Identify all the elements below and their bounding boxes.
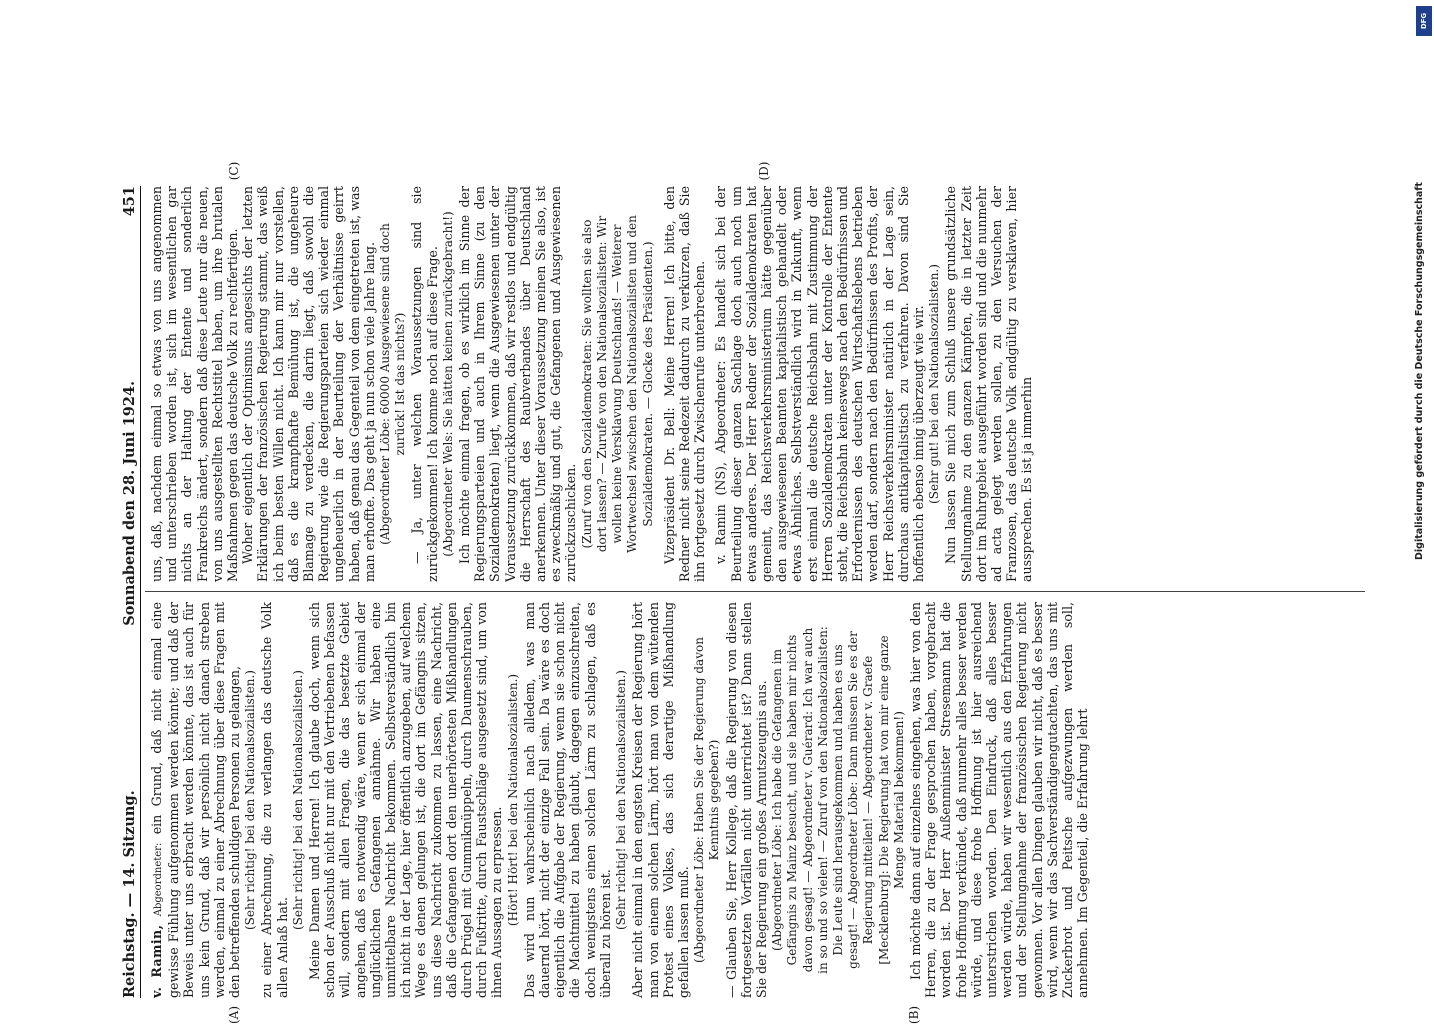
left-paragraph: Meine Damen und Herren! Ich glaube doch, wenn sich schon der Ausschuß nicht nur mit den Vertriebenen befassen will, sondern mit allen Fragen, die das besetzte Gebiet angehen, daß es notwendig wäre, wenn er sich einmal der unglücklichen Gefangenen annähme. Wir haben eine unmittelbare Nachricht bekommen. Selbstverständlich bin ich nicht in der Lage, hier öffentlich anzugeben, auf welchem Wege es denen gelungen ist, die dort im Gefängnis sitzen, uns diese Nachricht zukommen zu lassen, eine Nachricht, daß die Gefangenen dort den unerhörtesten Mißhandlungen durch Prügel mit Gummiknüppeln, durch Daumenschrauben, durch Fußtritte, durch Faustschläge ausgesetzt sind, um von ihnen Aussagen zu erpressen.: [307, 602, 505, 998]
right-paragraph: Ich möchte einmal fragen, ob es wirklich im Sinne der Regierungsparteien und auch in Ihrem Sinne (zu den Sozialdemokraten) liegt, wenn die Ausgewiesenen unter der Voraussetzung zurückkommen, daß wir restlos und endgültig die Herrschaft des Raubverbandes über Deutschland anerkennen. Unter dieser Voraussetzung meinen Sie also, ist es zweckmäßig und gut, die Gefangenen und Ausgewiesenen zurückzuschicken.: [457, 186, 579, 582]
right-paragraph: v. Ramin (NS), Abgeordneter: Es handelt sich bei der Beurteilung dieser ganzen Sachlage doch auch noch um etwas anderes. Der Herr Redner der Sozialdemokraten hat gemeint, das Reichsverkehrsministerium hätte gegenüber den ausgewiesenen Beamten kapitalistisch gehandelt oder etwas Ähnliches. Selbstverständlich wird in Zukunft, wenn erst einmal die deutsche Reichsbahn mit Zustimmung der Herren Sozialdemokraten unter der Kontrolle der Entente steht, die Reichsbahn keineswegs nach den Bedürfnissen und Erfordernissen des deutschen Wirtschaftslebens betrieben werden darf, sondern nach den Bedürfnissen des Profits, der Herr Reichsverkehrsminister natürlich in der Lage sein, durchaus antikapitalistisch zu verfahren. Davon sind Sie hoffentlich ebenso innig überzeugt wie wir.: [713, 186, 926, 582]
running-header: [117, 186, 141, 998]
interjection: (Sehr richtig! bei den Nationalsozialisten.): [243, 670, 258, 930]
rotated-page-body: [117, 161, 1377, 1025]
interjection: (Zuruf von den Sozialdemokraten: Sie wollten sie also dort lassen? — Zurufe von den Nationalsozialisten: Wir wollen keine Versklavung Deutschlands! — Weiterer Wortwechsel zwischen den Nationalsozialisten und den Sozialdemokraten. — Glocke des Präsidenten.): [579, 215, 655, 553]
header-date: Sonnabend den 28. Juni 1924.: [120, 380, 138, 626]
interjection: (Abgeordneter Wels: Sie hätten keinen zurückgebracht!): [440, 211, 455, 557]
header-left: Reichstag. — 14. Sitzung.: [120, 790, 138, 998]
dfg-logo: DFG: [1416, 6, 1432, 36]
speaker-role: Abgeordneter:: [153, 842, 164, 917]
right-paragraph: Woher eigentlich der Optimismus angesichts der letzten Erklärungen der französischen Regierung stammt, das weiß ich beim besten Willen nicht. Ich kann mir nur vorstellen, daß es die krampfhafte Bemühung ist, die ungeheure Blamage zu verdecken, die darin liegt, daß sowohl die Regierung wie die Regierungsparteien sich wieder einmal ungeheuerlich in der Beurteilung der Verhältnisse geirrt haben, daß genau das Gegenteil von dem eingetreten ist, was man erhoffte. Das geht ja nun schon viele Jahre lang.: [240, 186, 377, 582]
paragraph-text: ein Grund, daß nicht einmal eine gewisse Fühlung aufgenommen werden könnte; und daß der Beweis unter uns erbracht werden könnte, das ist auch für uns kein Grund, daß wir persönlich nicht danach streben werden, einmal zu einer Abrechnung über diese Fragen mit den betreffenden schuldigen Personen zu gelangen,: [149, 602, 243, 998]
digitization-sidebar: [1408, 0, 1434, 1000]
interjection: (Hört! Hört! bei den Nationalsozialisten.): [505, 673, 520, 927]
margin-mark-b: (B): [907, 1005, 921, 1025]
column-divider: [145, 591, 1365, 592]
right-column: [149, 186, 1369, 582]
left-column: [149, 602, 1369, 998]
right-paragraph: uns, daß, nachdem einmal so etwas von uns angenommen und unterschrieben worden ist, sich im wesentlichen gar nichts an der Haltung der Entente und sonderlich Frankreichs ändert, sondern daß diese Leute nur die neuen, von uns ausgestellten Rechtstitel haben, um ihre brutalen Maßnahmen gegen das deutsche Volk zu rechtfertigen.: [149, 186, 241, 582]
left-paragraph: [149, 602, 242, 998]
interjection: (Sehr richtig! bei den Nationalsozialisten.): [290, 670, 305, 930]
right-paragraph: Vizepräsident Dr. Bell: Meine Herren! Ich bitte, den Redner nicht seine Redezeit dadurch zu verkürzen, daß Sie ihn fortgesetzt durch Zwischenrufe unterbrechen.: [661, 186, 708, 582]
speaker-name: v. Ramin,: [149, 924, 164, 998]
left-paragraph: zu einer Abrechnung, die zu verlangen das deutsche Volk allen Anlaß hat.: [259, 602, 290, 998]
interjection: (Abgeordneter Löbe: Haben Sie der Regierung davon Kenntnis gegeben?): [692, 637, 722, 963]
margin-mark-c: (C): [227, 161, 241, 181]
interjection: (Sehr gut! bei den Nationalsozialisten.): [927, 264, 942, 504]
interjection: (Abgeordneter Löbe: Ich habe die Gefangenen im Gefängnis zu Mainz besucht, und sie haben mir nichts davon gesagt! — Abgeordneter v. Guérard: Ich war auch in so und so vielen! — Zuruf von den Nationalsozialisten: Die Leute sind herausgekommen und haben es uns gesagt! — Abgeordneter Löbe: Dann müssen Sie es der Regierung mitteilen! — Abgeordneter v. Graefe [Mecklenburg]: Die Regierung hat von mir eine ganze Menge Material bekommen!): [770, 626, 906, 974]
left-paragraph: Das wird nun wahrscheinlich nach alledem, was man dauernd hört, nicht der einzige Fall sein. Da wäre es doch eigentlich die Aufgabe der Regierung, wenn sie schon nicht die Machtmittel zu haben glaubt, dagegen einzuschreiten, doch wenigstens einen solchen Lärm zu schlagen, daß es überall zu hören ist.: [521, 602, 613, 998]
page-number: 451: [120, 186, 138, 217]
digitization-credit: Digitalisierung gefördert durch die Deutsche Forschungsgemeinschaft: [1414, 182, 1425, 560]
left-paragraph: — Glauben Sie, Herr Kollege, daß die Regierung von diesen fortgesetzten Vorfällen nicht unterrichtet ist? Dann stellen Sie der Regierung ein großes Armutszeugnis aus.: [723, 602, 769, 998]
left-paragraph: Ich möchte dann auf einzelnes eingehen, was hier von den Herren, die zu der Frage gesprochen haben, vorgebracht worden ist. Der Herr Außenminister Stresemann hat die frohe Hoffnung verkündet, daß nunmehr alles besser werden würde, und diese frohe Hoffnung ist hier ausreichend unterstrichen worden. Den Eindruck, daß alles besser werden würde, haben wir wesentlich aus den Erfahrungen und der Stellungnahme der französischen Regierung nicht gewonnen. Vor allen Dingen glauben wir nicht, daß es besser wird, wenn wir das Sachverständigengutachten, das uns mit Zuckerbrot und Peitsche aufgezwungen werden soll, annehmen. Im Gegenteil, die Erfahrung lehrt: [907, 602, 1091, 998]
interjection: (Sehr richtig! bei den Nationalsozialisten.): [614, 670, 629, 930]
right-paragraph: Nun lassen Sie mich zum Schluß unsere grundsätzliche Stellungnahme zu den ganzen Kämpfen, die in letzter Zeit dort im Ruhrgebiet ausgeführt worden sind und die nunmehr ad acta gelegt werden sollen, zu den Versuchen der Franzosen, das deutsche Volk endgültig zu versklaven, hier aussprechen. Es ist ja immerhin: [943, 186, 1035, 582]
margin-mark-d: (D): [757, 161, 771, 181]
right-paragraph: — Ja, unter welchen Voraussetzungen sind sie zurückgekommen! Ich komme noch auf diese Frage.: [409, 186, 440, 582]
left-paragraph: Aber nicht einmal in den engsten Kreisen der Regierung hört man von einem solchen Lärm, hört man von dem wütenden Protest eines Volkes, das sich derartige Mißhandlung gefallen lassen muß.: [630, 602, 691, 998]
margin-mark-a: (A): [227, 1005, 241, 1025]
interjection: (Abgeordneter Löbe: 60000 Ausgewiesene sind doch zurück! Ist das nichts?): [378, 223, 408, 545]
